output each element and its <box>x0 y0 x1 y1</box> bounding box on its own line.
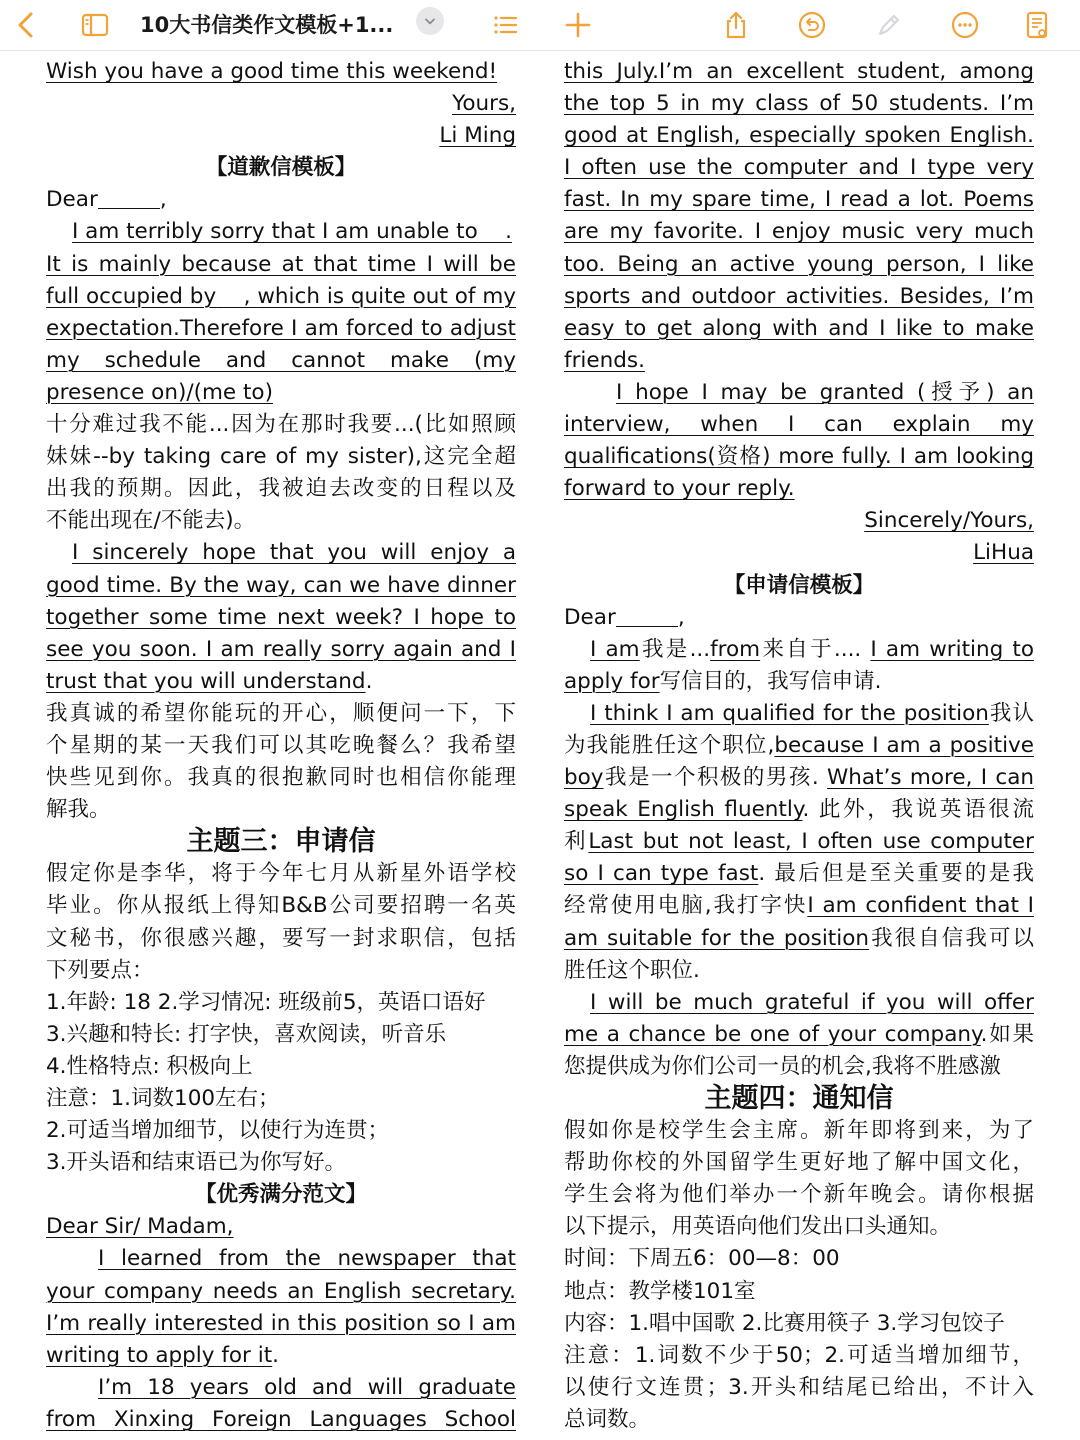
text-line: the top 5 in my class of 50 students. I’m <box>564 91 1034 117</box>
markup-button[interactable] <box>866 2 912 48</box>
text-line: I will be much grateful if you will offer <box>590 989 1034 1015</box>
text-line: 经常使用电脑,我打字快I am confident that I <box>564 893 1034 919</box>
text-line: easy to get along with and I like to make <box>564 315 1034 341</box>
text-line: 利Last but not least, I often use computer <box>564 829 1034 855</box>
text-line: too. Being an active young person, I like <box>564 251 1034 277</box>
text-line: I sincerely hope that you will enjoy a <box>72 540 516 566</box>
document-icon <box>1022 10 1052 40</box>
right-column <box>564 56 1034 1436</box>
text-line: 假如你是校学生会主席。新年即将到来，为了 <box>564 1118 1034 1144</box>
text-line: 以下提示，用英语向他们发出口头通知。 <box>564 1214 952 1240</box>
text-line: interview, when I can explain my <box>564 412 1034 438</box>
text-line: Li Ming <box>439 123 516 149</box>
text-line: 2.可适当增加细节，以使行为连贯； <box>46 1118 390 1144</box>
share-button[interactable] <box>713 2 759 48</box>
sidebar-toggle-button[interactable] <box>72 2 118 48</box>
text-line: good at English, especially spoken English. <box>564 123 1034 149</box>
text-line: I learned from the newspaper that <box>98 1246 516 1272</box>
text-line: my schedule and cannot make (my <box>46 347 516 373</box>
undo-button[interactable] <box>789 2 835 48</box>
text-line: 学生会将为他们举办一个新年晚会。请你根据 <box>564 1182 1034 1208</box>
text-line: Dear , <box>46 187 167 213</box>
text-line: presence on)/(me to) <box>46 379 273 405</box>
text-line: 1.年龄: 18 2.学习情况: 班级前5，英语口语好 <box>46 989 486 1015</box>
text-line: 妹妹--by taking care of my sister),这完全超 <box>46 444 516 470</box>
text-line: Dear Sir/ Madam, <box>46 1214 234 1240</box>
text-line: 十分难过我不能...因为在那时我要...(比如照顾 <box>46 412 516 438</box>
text-line: I am我是...from来自于.... I am writing to <box>590 636 1034 662</box>
text-line: 胜任这个职位. <box>564 957 700 983</box>
section-heading: 【道歉信模板】 <box>205 155 357 181</box>
list-icon <box>490 10 520 40</box>
text-line: 假定你是李华，将于今年七月从新星外语学校 <box>46 861 516 887</box>
text-line: speak English fluently. 此外，我说英语很流 <box>564 797 1034 823</box>
plus-icon <box>563 10 593 40</box>
text-line: am suitable for the position我很自信我可以 <box>564 925 1034 951</box>
text-line: 3.开头语和结束语已为你写好。 <box>46 1150 347 1176</box>
text-line: 个星期的某一天我们可以其吃晚餐么？我希望 <box>46 732 516 758</box>
text-line: friends. <box>564 347 645 373</box>
text-line: so I can type fast. 最后但是至关重要的是我 <box>564 861 1034 887</box>
title-menu-button[interactable] <box>416 7 444 35</box>
more-button[interactable] <box>942 2 988 48</box>
insert-button[interactable] <box>555 2 601 48</box>
text-line: expectation.Therefore I am forced to adjust <box>46 315 516 341</box>
top-toolbar <box>0 0 1080 51</box>
text-line: this July.I’m an excellent student, among <box>564 59 1034 84</box>
text-line: are my favorite. I enjoy music very much <box>564 219 1034 245</box>
text-line: boy我是一个积极的男孩. What’s more, I can <box>564 765 1034 791</box>
chevron-left-icon <box>12 10 42 40</box>
text-line: 为我能胜任这个职位,because I am a positive <box>564 732 1034 758</box>
text-line: fast. In my spare time, I read a lot. Poems <box>564 187 1034 213</box>
text-line: Dear , <box>564 604 685 630</box>
text-line: I’m 18 years old and will graduate <box>98 1374 516 1400</box>
text-line: good time. By the way, can we have dinner <box>46 572 516 598</box>
text-line: apply for写信目的，我写信申请. <box>564 668 882 694</box>
text-line: your company needs an English secretary. <box>46 1278 516 1304</box>
text-line: 下列要点： <box>46 957 154 983</box>
text-line: writing to apply for it. <box>46 1342 279 1368</box>
text-line: I think I am qualified for the position我认 <box>590 700 1034 726</box>
text-line: Yours, <box>452 91 516 117</box>
text-line: 3.兴趣和特长: 打字快，喜欢阅读，听音乐 <box>46 1021 447 1047</box>
text-line: see you soon. I am really sorry again and I <box>46 636 516 662</box>
text-line: 时间：下周五6：00—8：00 <box>564 1246 840 1272</box>
text-line: 快些见到你。我真的很抱歉同时也相信你能理 <box>46 765 516 791</box>
text-line: me a chance be one of your company.如果 <box>564 1021 1034 1047</box>
text-line: forward to your reply. <box>564 476 795 502</box>
text-line: Wish you have a good time this weekend! <box>46 59 498 84</box>
document-page[interactable] <box>0 56 1080 1440</box>
text-line: from Xinxing Foreign Languages School <box>46 1406 516 1432</box>
topic-heading: 主题三：申请信 <box>186 826 376 858</box>
markup-icon <box>874 10 904 40</box>
text-line: 注意：1.词数不少于50；2.可适当增加细节， <box>564 1342 1034 1368</box>
topic-heading: 主题四：通知信 <box>704 1083 894 1114</box>
text-line: 以使行文连贯；3.开头和结尾已给出，不计入 <box>564 1374 1034 1400</box>
text-line: 注意：1.词数100左右； <box>46 1086 280 1111</box>
text-line: together some time next week? I hope to <box>46 604 516 630</box>
format-list-button[interactable] <box>482 2 528 48</box>
text-line: I often use the computer and I type very <box>564 155 1034 181</box>
chevron-down-icon <box>422 13 438 29</box>
undo-icon <box>797 10 827 40</box>
text-line: 总词数。 <box>564 1406 651 1432</box>
text-line: 出我的预期。因此，我被迫去改变的日程以及 <box>46 476 516 502</box>
text-line: I am terribly sorry that I am unable to . <box>72 219 512 245</box>
text-line: sports and outdoor activities. Besides, I’m <box>564 283 1034 309</box>
text-line: 您提供成为你们公司一员的机会,我将不胜感激 <box>564 1053 1001 1079</box>
more-icon <box>950 10 980 40</box>
text-line: 4.性格特点: 积极向上 <box>46 1053 253 1079</box>
text-line: 毕业。你从报纸上得知B&B公司要招聘一名英 <box>46 893 516 919</box>
text-line: 地点：教学楼101室 <box>564 1278 756 1304</box>
left-column <box>46 56 516 1436</box>
text-line: It is mainly because at that time I will be <box>46 251 516 277</box>
text-line: I’m really interested in this position so I am <box>46 1310 516 1336</box>
sidebar-icon <box>80 10 110 40</box>
text-line: 我真诚的希望你能玩的开心，顺便问一下，下 <box>46 700 516 726</box>
section-heading: 【申请信模板】 <box>723 572 875 598</box>
text-line: 不能出现在/不能去)。 <box>46 508 256 534</box>
document-title[interactable]: 10大书信类作文模板+1... <box>140 13 394 37</box>
text-line: 内容：1.唱中国歌 2.比赛用筷子 3.学习包饺子 <box>564 1310 1005 1336</box>
text-line: I hope I may be granted (授予) an <box>616 379 1034 405</box>
document-view-button[interactable] <box>1014 2 1060 48</box>
share-icon <box>721 10 751 40</box>
back-button[interactable] <box>4 2 50 48</box>
text-line: qualifications(资格) more fully. I am looking <box>564 444 1034 470</box>
text-line: 文秘书，你很感兴趣，要写一封求职信，包括 <box>46 925 516 951</box>
text-line: LiHua <box>973 540 1034 566</box>
text-line: trust that you will understand. <box>46 668 373 694</box>
text-line: full occupied by , which is quite out of my <box>46 283 516 309</box>
section-heading: 【优秀满分范文】 <box>194 1182 367 1208</box>
text-line: 帮助你校的外国留学生更好地了解中国文化， <box>564 1150 1034 1176</box>
text-line: 解我。 <box>46 797 111 823</box>
text-line: Sincerely/Yours, <box>864 508 1034 534</box>
